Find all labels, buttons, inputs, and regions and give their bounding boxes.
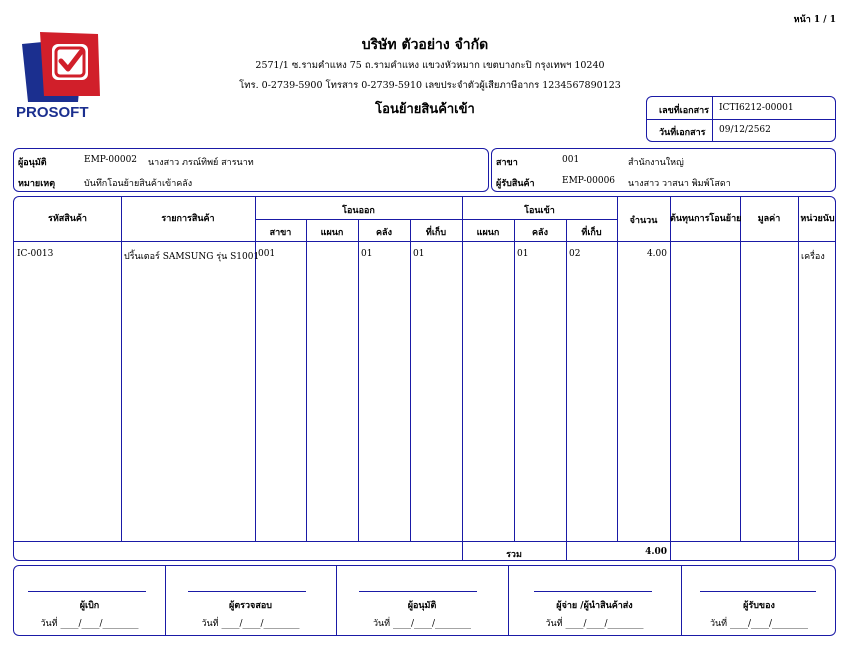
- th-in-warehouse: คลัง: [532, 228, 548, 238]
- info-right-box: [491, 148, 836, 192]
- row1-qty: 4.00: [646, 249, 667, 259]
- receiver-name: นางสาว วาสนา พิมพ์โสดา: [628, 179, 731, 189]
- receiver-label: ผู้รับสินค้า: [496, 179, 535, 189]
- row1-out-warehouse: 01: [361, 249, 373, 259]
- signature-area: [13, 565, 836, 636]
- remark: บันทึกโอนย้ายสินค้าเข้าคลัง: [84, 179, 193, 189]
- row1-out-location: 01: [413, 249, 425, 259]
- th-out-location: ที่เก็บ: [425, 228, 447, 238]
- doc-meta-box: [646, 96, 836, 142]
- sig-checker-date: วันที่ ____/____/________: [201, 619, 300, 629]
- branch-label: สาขา: [496, 158, 518, 168]
- approver-label: ผู้อนุมัติ: [18, 158, 47, 168]
- page-number: หน้า 1 / 1: [793, 15, 836, 25]
- company-contact: โทร. 0-2739-5900 โทรสาร 0-2739-5910 เลขประจำตัวผู้เสียภาษีอากร 1234567890123: [239, 80, 621, 91]
- th-qty: จำนวน: [629, 216, 658, 226]
- th-transfer-in: โอนเข้า: [524, 206, 555, 216]
- doc-no-label: เลขที่เอกสาร: [659, 106, 709, 116]
- sig-issuer-date: วันที่ ____/____/________: [545, 619, 644, 629]
- document-title: โอนย้ายสินค้าเข้า: [375, 102, 475, 117]
- approver-name: นางสาว ภรณ์ทิพย์ สารนาท: [148, 158, 254, 168]
- th-value: มูลค่า: [757, 214, 781, 224]
- th-item-code: รหัสสินค้า: [48, 214, 87, 224]
- doc-date-label: วันที่เอกสาร: [659, 128, 706, 138]
- sig-approver-role: ผู้อนุมัติ: [407, 601, 437, 611]
- sig-checker-role: ผู้ตรวจสอบ: [229, 601, 272, 611]
- th-transfer-out: โอนออก: [342, 206, 375, 216]
- branch-name: สำนักงานใหญ่: [628, 158, 684, 168]
- th-out-dept: แผนก: [320, 228, 344, 238]
- logo-text: PROSOFT: [16, 104, 89, 121]
- th-item-name: รายการสินค้า: [161, 214, 215, 224]
- row1-item-name: ปริ้นเตอร์ SAMSUNG รุ่น S1001: [124, 252, 260, 262]
- row1-item-code: IC-0013: [17, 249, 54, 259]
- th-cost: ต้นทุนการโอนย้าย: [670, 214, 742, 224]
- info-left-box: [13, 148, 489, 192]
- total-qty: 4.00: [645, 547, 667, 557]
- sig-requester-role: ผู้เบิก: [79, 601, 100, 611]
- th-out-warehouse: คลัง: [376, 228, 392, 238]
- items-table: [13, 196, 836, 561]
- sig-approver-date: วันที่ ____/____/________: [372, 619, 472, 629]
- row1-in-warehouse: 01: [517, 249, 529, 259]
- row1-in-location: 02: [569, 249, 581, 259]
- total-label: รวม: [506, 550, 522, 560]
- sig-requester-date: วันที่ ____/____/________: [40, 619, 139, 629]
- row1-unit: เครื่อง: [801, 252, 825, 262]
- th-in-location: ที่เก็บ: [581, 228, 602, 238]
- sig-receiver-role: ผู้รับของ: [743, 601, 775, 611]
- company-address: 2571/1 ซ.รามคำแหง 75 ถ.รามคำแหง แขวงหัวหมาก เขตบางกะปิ กรุงเทพฯ 10240: [255, 60, 605, 71]
- doc-date: 09/12/2562: [719, 125, 771, 135]
- branch-code: 001: [562, 155, 580, 165]
- row1-out-branch: 001: [258, 249, 276, 259]
- th-unit: หน่วยนับ: [800, 214, 835, 224]
- sig-receiver-date: วันที่ ____/____/________: [709, 619, 809, 629]
- company-name: บริษัท ตัวอย่าง จำกัด: [361, 37, 489, 53]
- th-in-dept: แผนก: [476, 228, 500, 238]
- receiver-code: EMP-00006: [562, 176, 616, 186]
- doc-no: ICTI6212-00001: [719, 103, 794, 113]
- sig-issuer-role: ผู้จ่าย /ผู้นำสินค้าส่ง: [556, 601, 633, 611]
- approver-code: EMP-00002: [84, 155, 138, 165]
- remark-label: หมายเหตุ: [18, 179, 56, 189]
- th-out-branch: สาขา: [269, 228, 292, 238]
